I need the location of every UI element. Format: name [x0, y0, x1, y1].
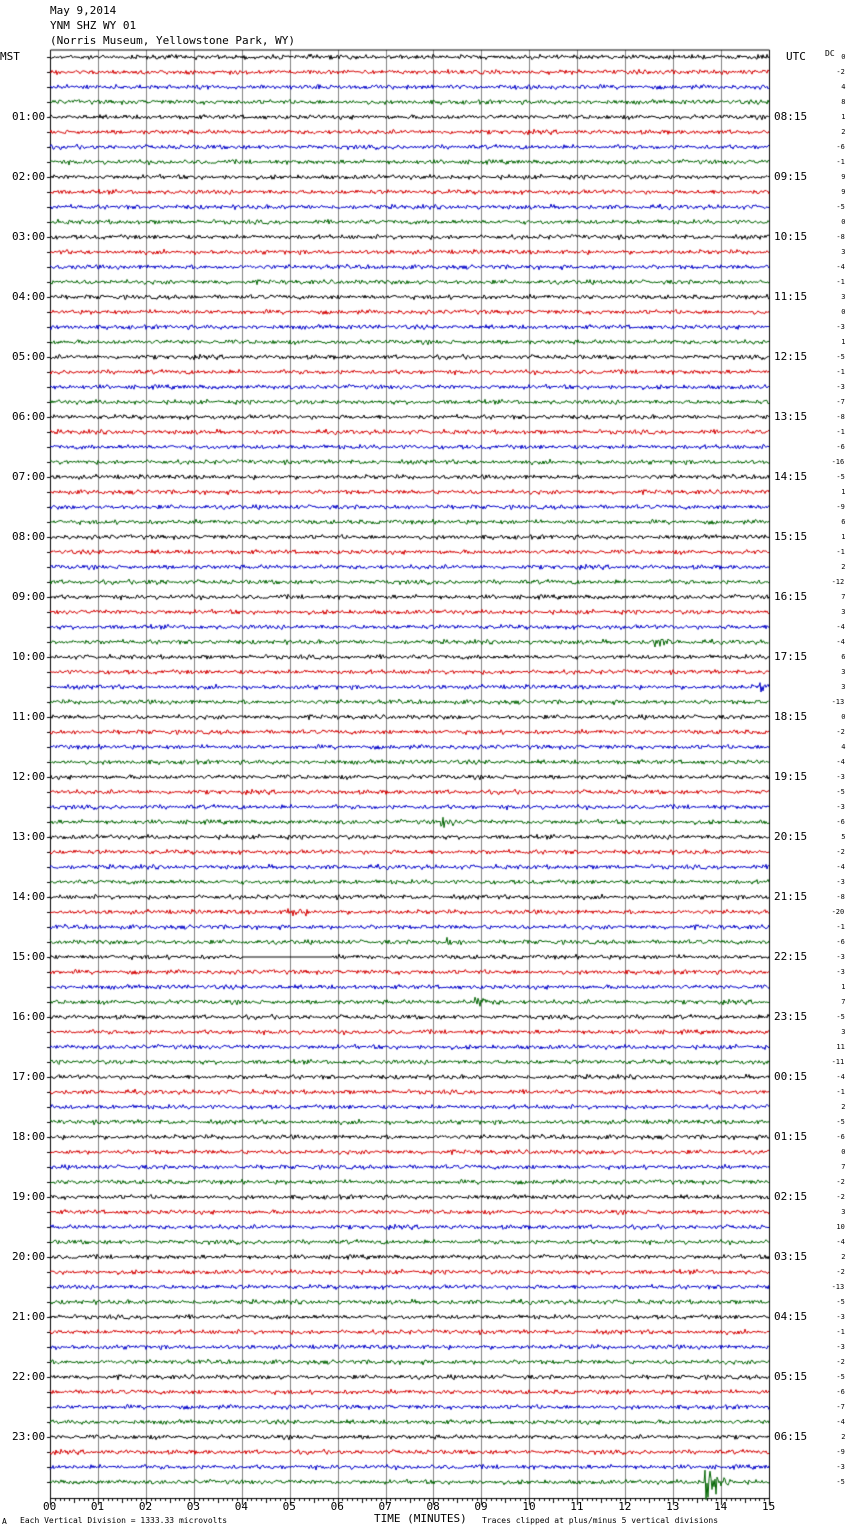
dc-offset-value: 0: [841, 53, 846, 61]
dc-offset-value: -3: [836, 1313, 845, 1321]
left-hour-label: 02:00: [12, 170, 46, 183]
left-hour-label: 09:00: [12, 590, 46, 603]
dc-offset-value: 3: [841, 1028, 846, 1036]
left-hour-label: 21:00: [12, 1310, 46, 1323]
x-tick-label: 15: [762, 1500, 776, 1513]
right-hour-label: 06:15: [774, 1430, 808, 1443]
right-hour-label: 09:15: [774, 170, 808, 183]
dc-offset-value: -2: [836, 1268, 845, 1276]
x-tick-label: 02: [138, 1500, 153, 1513]
dc-offset-value: -5: [836, 473, 845, 481]
dc-offset-value: 9: [841, 188, 846, 196]
plot-date: May 9,2014: [50, 4, 117, 17]
dc-offset-value: 3: [841, 683, 846, 691]
left-hour-label: 06:00: [12, 410, 46, 423]
dc-offset-value: 7: [841, 593, 846, 601]
right-hour-label: 13:15: [774, 410, 808, 423]
left-hour-label: 04:00: [12, 290, 46, 303]
dc-offset-value: -13: [831, 1283, 845, 1291]
dc-offset-value: -2: [836, 68, 845, 76]
left-hour-label: 05:00: [12, 350, 46, 363]
dc-offset-value: -4: [836, 623, 845, 631]
left-hour-label: 16:00: [12, 1010, 46, 1023]
right-hour-label: 18:15: [774, 710, 808, 723]
dc-offset-value: 7: [841, 998, 846, 1006]
right-hour-label: 12:15: [774, 350, 808, 363]
dc-offset-value: 3: [841, 293, 846, 301]
x-tick-label: 00: [43, 1500, 57, 1513]
dc-offset-value: 0: [841, 1148, 846, 1156]
dc-offset-value: -4: [836, 1073, 845, 1081]
right-hour-label: 10:15: [774, 230, 808, 243]
dc-offset-value: -5: [836, 1118, 845, 1126]
dc-offset-header: DC: [825, 49, 835, 58]
dc-offset-value: 7: [841, 1163, 846, 1171]
right-hour-label: 17:15: [774, 650, 808, 663]
right-hour-label: 20:15: [774, 830, 808, 843]
dc-offset-value: -9: [836, 1448, 845, 1456]
dc-offset-value: -3: [836, 383, 845, 391]
dc-offset-value: 0: [841, 308, 846, 316]
right-hour-label: 15:15: [774, 530, 808, 543]
dc-offset-value: -9: [836, 503, 845, 511]
dc-offset-value: -2: [836, 1193, 845, 1201]
dc-offset-value: -11: [831, 1058, 845, 1066]
dc-offset-value: -2: [836, 1178, 845, 1186]
dc-offset-value: -6: [836, 1388, 845, 1396]
x-axis-title: TIME (MINUTES): [374, 1512, 467, 1525]
x-tick-label: 06: [330, 1500, 344, 1513]
dc-offset-value: -1: [836, 428, 845, 436]
dc-offset-value: -5: [836, 1298, 845, 1306]
dc-offset-value: -13: [831, 698, 845, 706]
left-hour-label: 18:00: [12, 1130, 46, 1143]
dc-offset-value: -4: [836, 263, 845, 271]
right-hour-label: 11:15: [774, 290, 808, 303]
dc-offset-value: -4: [836, 1418, 845, 1426]
dc-offset-value: 1: [841, 533, 846, 541]
left-hour-label: 12:00: [12, 770, 46, 783]
x-tick-label: 07: [378, 1500, 392, 1513]
x-tick-label: 13: [666, 1500, 680, 1513]
left-hour-label: 20:00: [12, 1250, 46, 1263]
dc-offset-value: -1: [836, 1328, 845, 1336]
right-hour-label: 16:15: [774, 590, 808, 603]
dc-offset-value: 3: [841, 608, 846, 616]
dc-offset-value: -2: [836, 728, 845, 736]
dc-offset-value: -5: [836, 788, 845, 796]
left-hour-label: 14:00: [12, 890, 46, 903]
dc-offset-value: -5: [836, 203, 845, 211]
dc-offset-value: -8: [836, 233, 845, 241]
dc-offset-value: -2: [836, 848, 845, 856]
dc-offset-value: -6: [836, 818, 845, 826]
x-tick-label: 03: [186, 1500, 201, 1513]
dc-offset-value: -8: [836, 893, 845, 901]
dc-offset-value: 3: [841, 668, 846, 676]
dc-offset-value: -5: [836, 1013, 845, 1021]
right-hour-label: 05:15: [774, 1370, 808, 1383]
dc-offset-value: 1: [841, 113, 846, 121]
dc-offset-value: 4: [841, 743, 846, 751]
x-tick-label: 09: [474, 1500, 488, 1513]
left-hour-label: 15:00: [12, 950, 46, 963]
dc-offset-value: 2: [841, 1103, 846, 1111]
dc-offset-value: -6: [836, 443, 845, 451]
dc-offset-value: -8: [836, 413, 845, 421]
left-hour-label: 08:00: [12, 530, 46, 543]
dc-offset-value: 0: [841, 713, 846, 721]
dc-offset-value: 0: [841, 218, 846, 226]
dc-offset-value: 1: [841, 488, 846, 496]
x-tick-label: 11: [570, 1500, 584, 1513]
x-tick-label: 12: [618, 1500, 632, 1513]
dc-offset-value: 3: [841, 248, 846, 256]
dc-offset-value: 1: [841, 338, 846, 346]
x-tick-label: 14: [714, 1500, 728, 1513]
clip-note: Traces clipped at plus/minus 5 vertical divisions: [482, 1516, 719, 1525]
dc-offset-value: 9: [841, 173, 846, 181]
right-hour-label: 22:15: [774, 950, 808, 963]
x-tick-label: 08: [426, 1500, 440, 1513]
dc-offset-value: -5: [836, 1478, 845, 1486]
dc-offset-value: 1: [841, 983, 846, 991]
dc-offset-value: -5: [836, 1373, 845, 1381]
dc-offset-value: -1: [836, 548, 845, 556]
left-hour-label: 17:00: [12, 1070, 46, 1083]
dc-offset-value: -4: [836, 638, 845, 646]
dc-offset-value: -1: [836, 368, 845, 376]
dc-offset-value: -4: [836, 863, 845, 871]
left-hour-label: 19:00: [12, 1190, 46, 1203]
right-hour-label: 23:15: [774, 1010, 808, 1023]
dc-offset-value: -3: [836, 878, 845, 886]
right-hour-label: 19:15: [774, 770, 808, 783]
station-id: YNM SHZ WY 01: [50, 19, 137, 32]
dc-offset-value: -16: [831, 458, 845, 466]
dc-offset-value: 2: [841, 1253, 846, 1261]
dc-offset-value: -1: [836, 1088, 845, 1096]
dc-offset-value: 4: [841, 83, 846, 91]
right-hour-label: 03:15: [774, 1250, 808, 1263]
dc-offset-value: -3: [836, 968, 845, 976]
left-hour-label: 01:00: [12, 110, 46, 123]
left-hour-label: 10:00: [12, 650, 46, 663]
dc-offset-value: -7: [836, 398, 845, 406]
x-tick-label: 04: [234, 1500, 248, 1513]
dc-offset-value: -1: [836, 923, 845, 931]
station-location: (Norris Museum, Yellowstone Park, WY): [50, 34, 296, 47]
left-hour-label: 11:00: [12, 710, 46, 723]
x-tick-label: 10: [522, 1500, 536, 1513]
right-hour-label: 00:15: [774, 1070, 808, 1083]
left-hour-label: 03:00: [12, 230, 46, 243]
dc-offset-value: 6: [841, 653, 846, 661]
dc-offset-value: -2: [836, 1358, 845, 1366]
dc-offset-value: 5: [841, 833, 846, 841]
dc-offset-value: -3: [836, 323, 845, 331]
dc-offset-value: 8: [841, 98, 846, 106]
right-hour-label: 08:15: [774, 110, 808, 123]
dc-offset-value: 3: [841, 1208, 846, 1216]
right-timezone-label: UTC: [786, 50, 806, 63]
left-hour-label: 07:00: [12, 470, 46, 483]
right-hour-label: 21:15: [774, 890, 808, 903]
dc-offset-value: -6: [836, 938, 845, 946]
dc-offset-value: 10: [836, 1223, 845, 1231]
dc-offset-value: -6: [836, 1133, 845, 1141]
dc-offset-value: -3: [836, 803, 845, 811]
dc-offset-value: -3: [836, 1463, 845, 1471]
dc-offset-value: -7: [836, 1403, 845, 1411]
corner-mark: A: [2, 1517, 7, 1526]
dc-offset-value: -20: [831, 908, 845, 916]
right-hour-label: 04:15: [774, 1310, 808, 1323]
dc-offset-value: -12: [831, 578, 845, 586]
dc-offset-value: 11: [836, 1043, 845, 1051]
dc-offset-value: -5: [836, 353, 845, 361]
dc-offset-value: 2: [841, 563, 846, 571]
left-hour-label: 13:00: [12, 830, 46, 843]
x-tick-label: 01: [90, 1500, 105, 1513]
left-hour-label: 22:00: [12, 1370, 46, 1383]
dc-offset-value: -3: [836, 953, 845, 961]
dc-offset-value: -3: [836, 1343, 845, 1351]
dc-offset-value: -4: [836, 1238, 845, 1246]
dc-offset-value: 2: [841, 128, 846, 136]
x-tick-label: 05: [282, 1500, 296, 1513]
left-timezone-label: MST: [0, 50, 20, 63]
dc-offset-value: -1: [836, 158, 845, 166]
dc-offset-value: -1: [836, 278, 845, 286]
dc-offset-value: 2: [841, 1433, 846, 1441]
scale-note: Each Vertical Division = 1333.33 microvolts: [20, 1516, 228, 1525]
right-hour-label: 02:15: [774, 1190, 808, 1203]
dc-offset-value: -4: [836, 758, 845, 766]
right-hour-label: 14:15: [774, 470, 808, 483]
left-hour-label: 23:00: [12, 1430, 46, 1443]
dc-offset-value: -3: [836, 773, 845, 781]
right-hour-label: 01:15: [774, 1130, 808, 1143]
dc-offset-value: -6: [836, 143, 845, 151]
dc-offset-value: 6: [841, 518, 846, 526]
